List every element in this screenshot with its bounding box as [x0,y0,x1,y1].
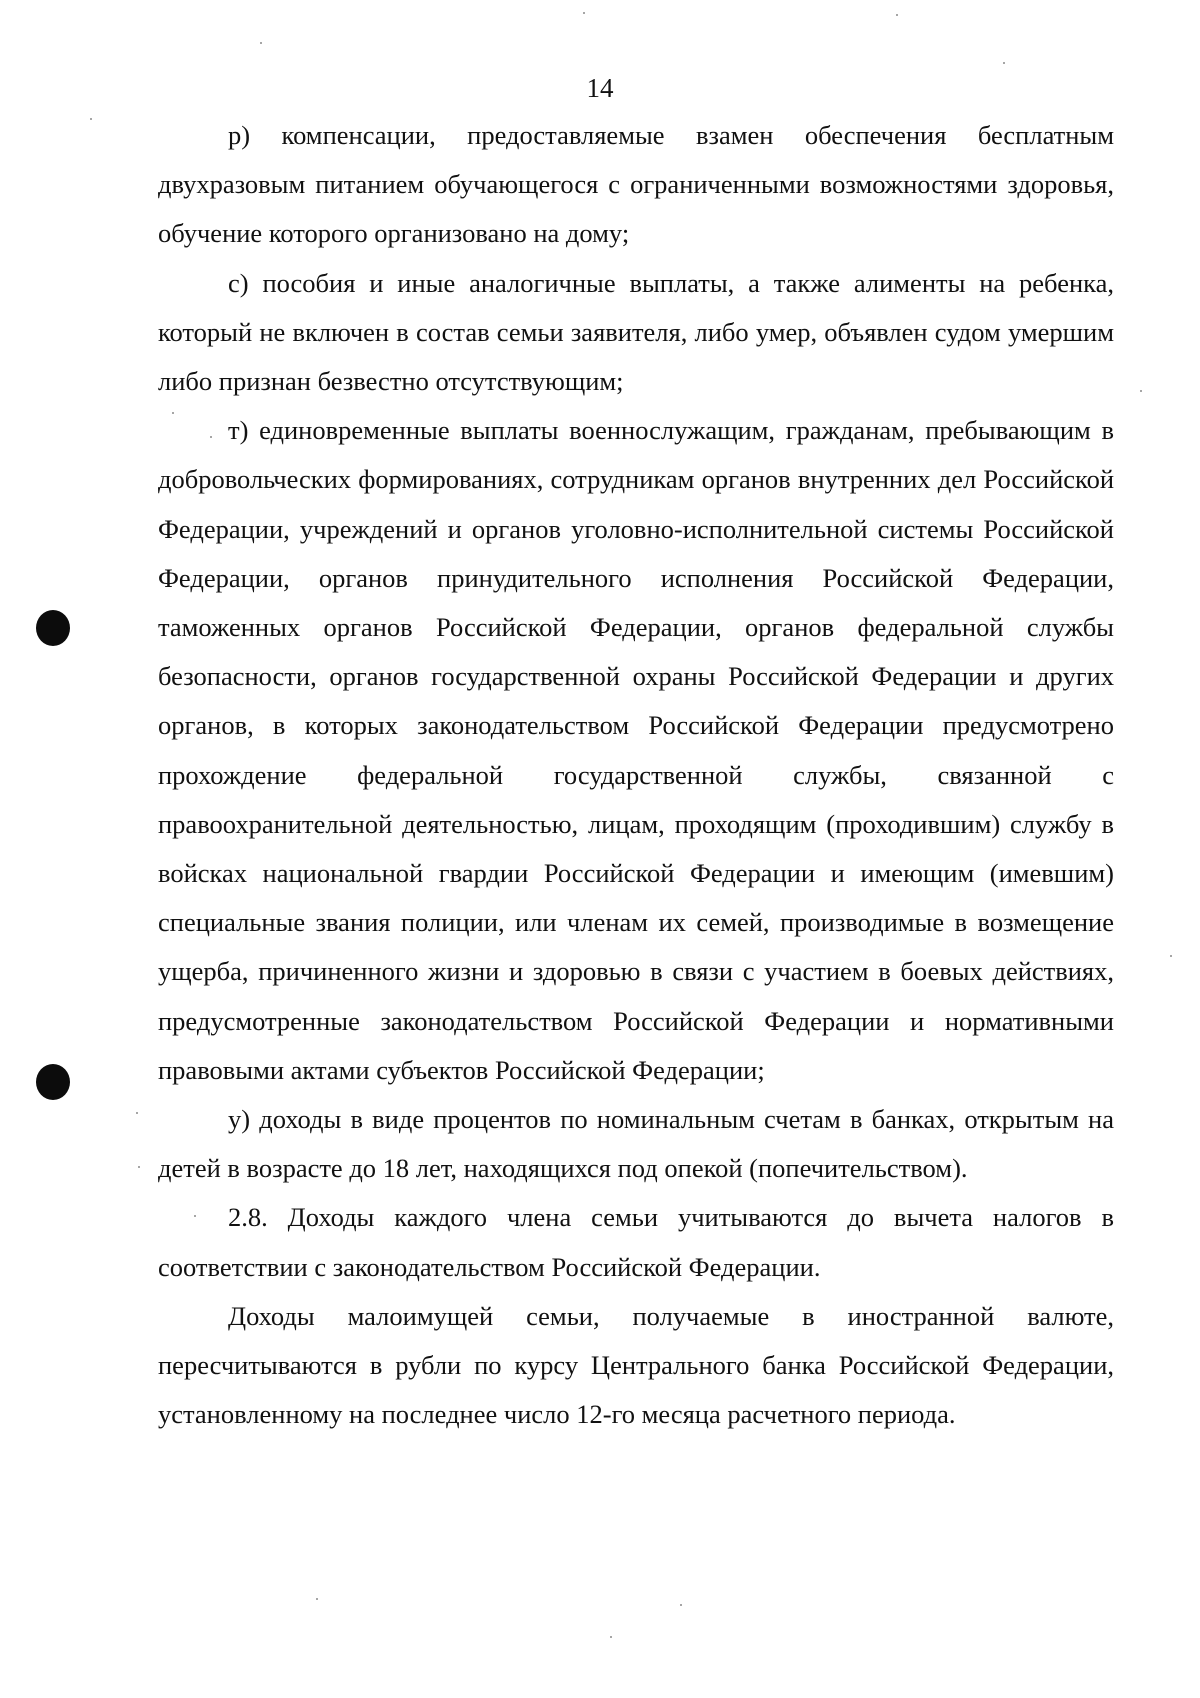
scan-speck [90,118,92,120]
paragraph-s: с) пособия и иные аналогичные выплаты, а также алименты на ребенка, который не включен в состав семьи заявителя, либо умер, объявлен судом умершим либо признан безвестно отсутствующим; [158,267,1114,397]
scan-speck [1003,62,1005,64]
scan-speck [610,1636,612,1638]
punch-hole-top [36,610,70,646]
paragraph-r: р) компенсации, предоставляемые взамен обеспечения бесплатным двухразовым питанием обучающегося с ограниченными возможностями здоровья, обучение которого организовано на дому; [158,120,1114,249]
scan-speck [1140,390,1142,392]
scan-speck [316,1598,318,1600]
page-number: 14 [586,73,614,103]
paragraph-u: у) доходы в виде процентов по номинальным счетам в банках, открытым на детей в возрасте до 18 лет, находящихся под опекой (попечительством). [158,1104,1114,1184]
scan-speck [1170,955,1172,957]
scan-speck [583,12,585,14]
scan-speck [136,1112,138,1114]
scan-speck [680,1604,682,1606]
punch-hole-bottom [36,1064,70,1100]
paragraph-t: т) единовременные выплаты военнослужащим, гражданам, пребывающим в добровольческих формированиях, сотрудникам органов внутренних дел Российской Федерации, учреждений и органов уголовно-исполнительной системы Российской Федерации, органов принудительного исполнения Российской Федерации, таможенных органов Российской Федерации, органов федеральной службы безопасности, органов государственной охраны Российской Федерации и других органов, в которых законодательством Российской Федерации предусмотрено прохождение федеральной государственной службы, связанной с правоохранительной деятельностью, лицам, проходящим (проходившим) службу в войсках национальной гвардии Российской Федерации и имеющим (имевшим) специальные звания полиции, или членам их семей, производимые в возмещение ущерба, причиненного жизни и здоровью в связи с участием в боевых действиях, предусмотренные законодательством Российской Федерации и нормативными правовыми актами субъектов Российской Федерации; [158,415,1114,1085]
body-text [158,111,1114,1439]
scan-speck [138,1166,140,1168]
paragraph-foreign-currency: Доходы малоимущей семьи, получаемые в иностранной валюте, пересчитываются в рубли по курсу Центрального банка Российской Федерации, установленному на последнее число 12-го месяца расчетного периода. [158,1300,1114,1430]
paragraph-2-8: 2.8. Доходы каждого члена семьи учитываются до вычета налогов в соответствии с законодательством Российской Федерации. [158,1202,1114,1282]
scan-speck [896,14,898,16]
scan-speck [260,42,262,44]
